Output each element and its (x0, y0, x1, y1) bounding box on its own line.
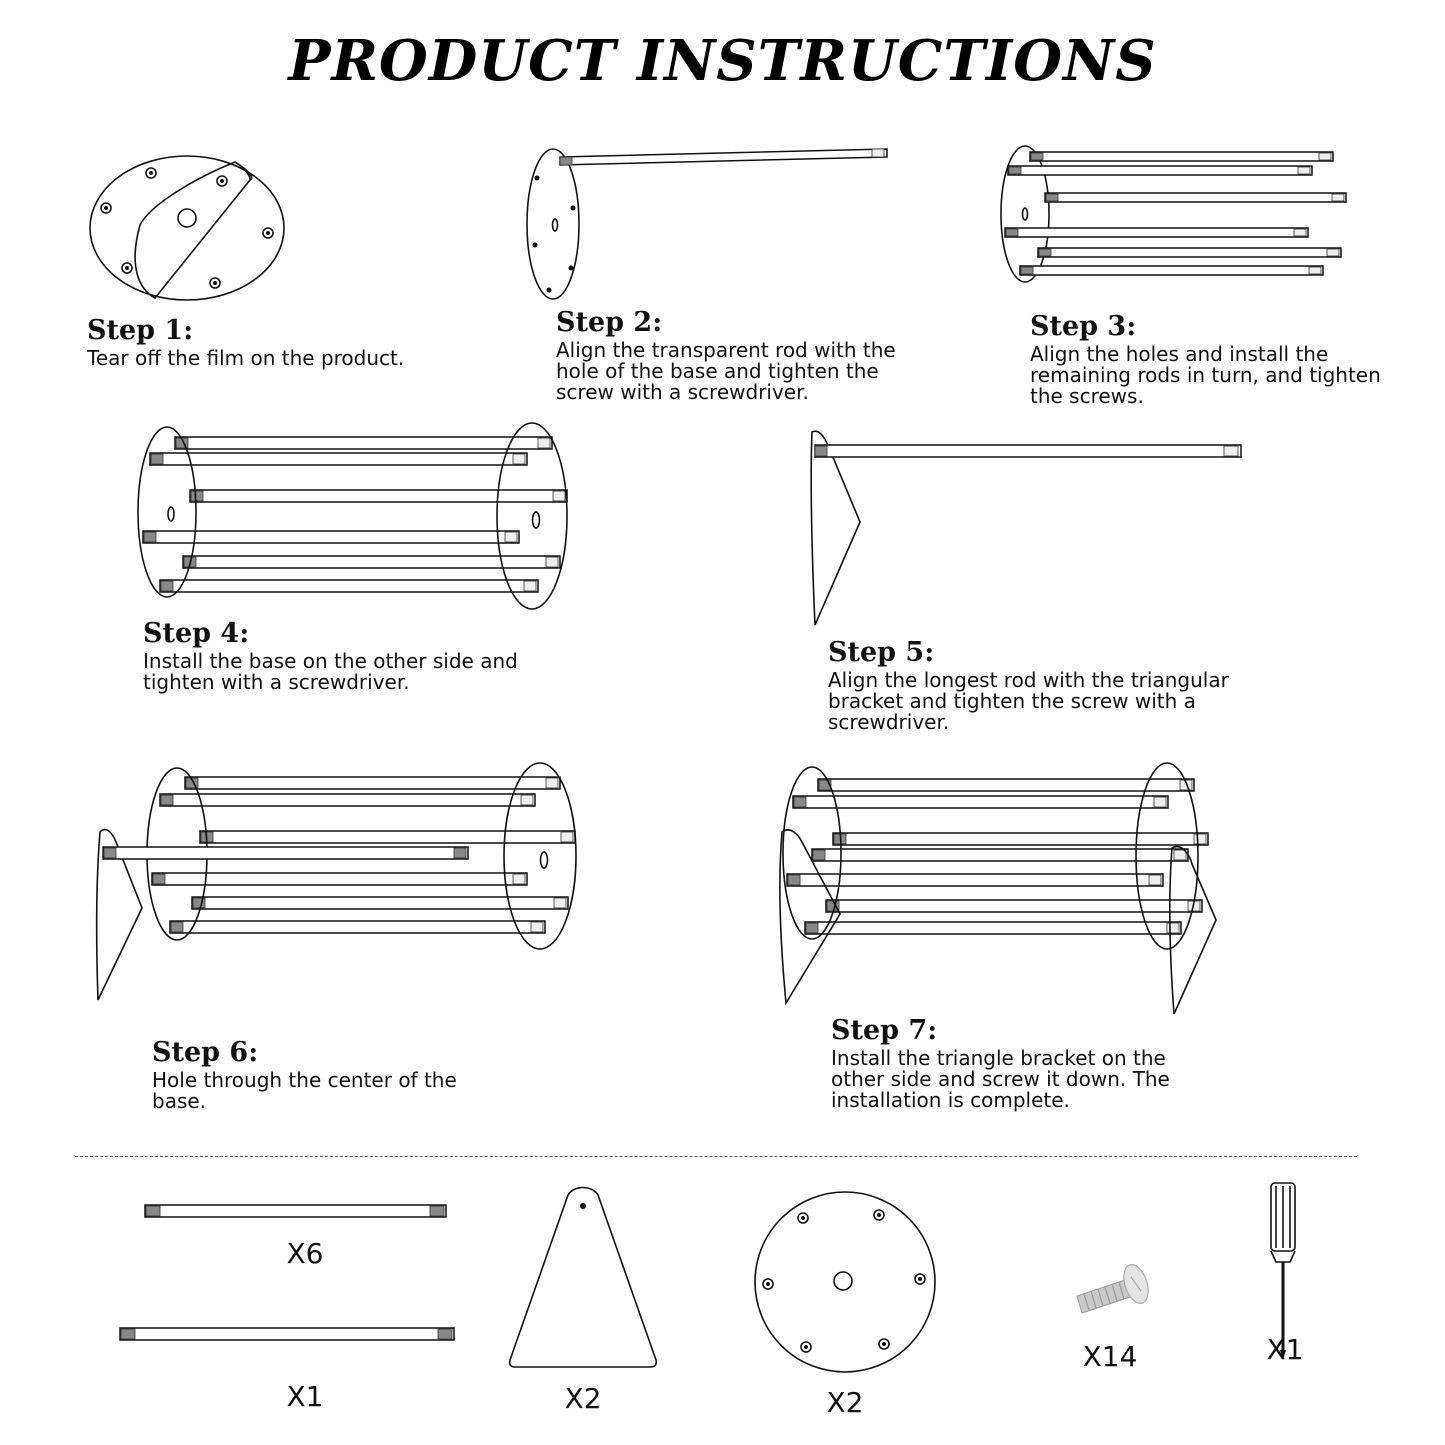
step-4 (143, 617, 563, 693)
rod (190, 490, 567, 502)
rod (1038, 248, 1341, 257)
rod (818, 779, 1194, 791)
rod (1008, 166, 1312, 175)
step3-illustration (1001, 146, 1346, 282)
step-5-label: Step 5: (828, 637, 935, 668)
step-1-text: Tear off the film on the product. (87, 346, 405, 370)
rod (160, 794, 535, 806)
rod (143, 531, 519, 543)
page-title: PRODUCT INSTRUCTIONS (288, 28, 1157, 94)
step-3-text: Align the holes and install the remaining rods in turn, and tighten the screws. (1030, 342, 1381, 408)
step-6-label: Step 6: (152, 1037, 259, 1068)
step-2 (556, 306, 956, 403)
rod (170, 921, 545, 933)
rod (805, 922, 1181, 934)
part-screw (1077, 1262, 1153, 1313)
step-7-label: Step 7: (831, 1015, 938, 1046)
qty-screw: X14 (1082, 1340, 1138, 1373)
step-7 (831, 1014, 1251, 1111)
rod (826, 900, 1202, 912)
step-3-label: Step 3: (1030, 311, 1137, 342)
step-6 (152, 1036, 572, 1112)
step-1-label: Step 1: (87, 315, 194, 346)
rod (787, 874, 1163, 886)
rod (152, 873, 527, 885)
step-2-text: Align the transparent rod with the hole of the base and tighten the screw with a screwdriver. (556, 338, 896, 404)
rod (1030, 152, 1333, 161)
part-round-base (755, 1192, 935, 1372)
part-long-rod (120, 1328, 454, 1340)
step-4-text: Install the base on the other side and tighten with a screwdriver. (143, 649, 518, 694)
section-divider (75, 1156, 1357, 1157)
step-4-label: Step 4: (143, 618, 250, 649)
part-short-rod (145, 1205, 446, 1217)
step-3 (1030, 310, 1410, 407)
rod (160, 580, 538, 592)
qty-short-rod: X6 (286, 1237, 324, 1270)
rod (175, 437, 552, 449)
step1-illustration (90, 156, 284, 300)
rod (833, 833, 1208, 845)
rod (103, 847, 468, 859)
rod (185, 777, 560, 789)
qty-screwdriver: X1 (1266, 1333, 1304, 1366)
step-2-label: Step 2: (556, 307, 663, 338)
rod (192, 897, 568, 909)
qty-triangle-bracket: X2 (564, 1382, 602, 1415)
step5-illustration (811, 431, 1241, 625)
rod (1020, 266, 1323, 275)
step2-illustration (527, 149, 887, 299)
qty-round-base: X2 (826, 1386, 864, 1419)
step-6-text: Hole through the center of the base. (152, 1068, 457, 1113)
rod (793, 796, 1168, 808)
rod (1045, 193, 1346, 202)
rod (200, 831, 575, 843)
step7-illustration (780, 763, 1216, 1014)
rod (812, 849, 1188, 861)
rod (150, 453, 527, 465)
step-5 (828, 636, 1268, 733)
rod (183, 556, 560, 568)
rod (1005, 228, 1308, 237)
step4-illustration (138, 423, 567, 609)
qty-long-rod: X1 (286, 1380, 324, 1413)
step-7-text: Install the triangle bracket on the other side and screw it down. The installation is complete. (831, 1046, 1170, 1112)
step-1 (87, 314, 487, 369)
part-triangle-bracket (510, 1188, 657, 1368)
step6-illustration (97, 763, 576, 1000)
step-5-text: Align the longest rod with the triangular bracket and tighten the screw with a screwdriver. (828, 668, 1229, 734)
